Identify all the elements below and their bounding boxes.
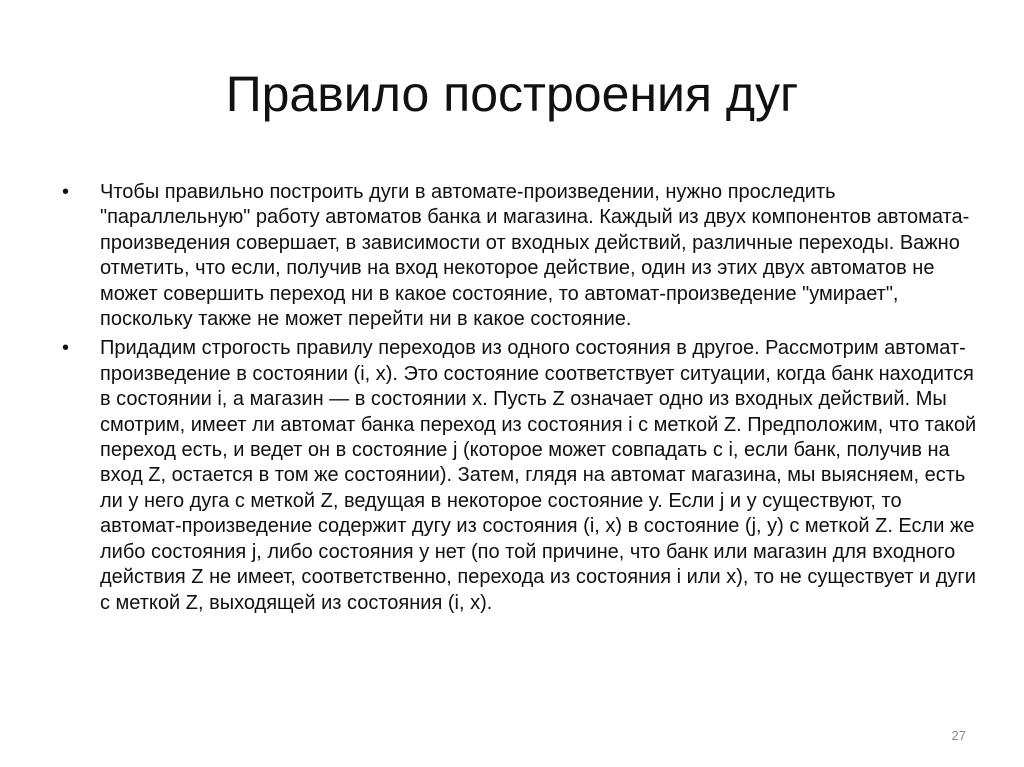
- bullet-text: Придадим строгость правилу переходов из одного состояния в другое. Рассмотрим автомат-произведение в состоянии (i, x). Это состояние соответствует ситуации, когда банк находится в состоянии i, а магазин — в состоянии x. Пусть Z означает одно из входных действий. Мы смотрим, имеет ли автомат банка переход из состояния i с меткой Z. Предположим, что такой переход есть, и ведет он в состояние j (которое может совпадать с i, если банк, получив на вход Z, остается в том же состоянии). Затем, глядя на автомат магазина, мы выясняем, есть ли у него дуга с меткой Z, ведущая в некоторое состояние y. Если j и y существуют, то автомат-произведение содержит дугу из состояния (i, x) в состояние (j, y) с меткой Z. Если же либо состояния j, либо состояния y нет (по той причине, что банк или магазин для входного действия Z не имеет, соответственно, перехода из состояния i или x), то не существует и дуги с меткой Z, выходящей из состояния (i, x).: [100, 337, 977, 614]
- page-number: 27: [951, 728, 966, 743]
- bullet-list: [62, 180, 982, 620]
- bullet-text: Чтобы правильно построить дуги в автомате-произведении, нужно проследить "параллельную" работу автоматов банка и магазина. Каждый из двух компонентов автомата-произведения совершает, в зависимости от входных действий, различные переходы. Важно отметить, что если, получив на вход некоторое действие, один из этих двух автоматов не может совершить переход ни в какое состояние, то автомат-произведение "умирает", поскольку также не может перейти ни в какое состояние.: [100, 181, 970, 331]
- bullet-dot-icon: •: [62, 181, 70, 203]
- slide-title: Правило построения дуг: [225, 66, 799, 122]
- bullet-item: [62, 180, 982, 332]
- bullet-item: [62, 336, 982, 615]
- bullet-dot-icon: •: [62, 337, 70, 360]
